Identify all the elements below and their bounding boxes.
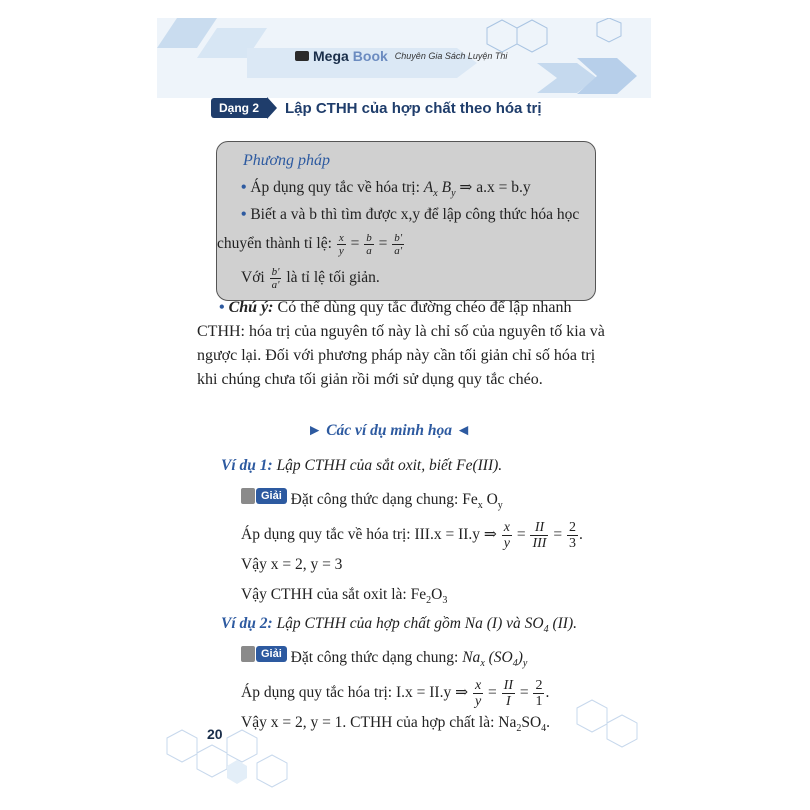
ratio-ii-i: $\frac{II}{I}$ <box>503 678 513 709</box>
example-2-text-tail: (II). <box>548 615 577 632</box>
iron-oxide-general-formula: $Fe_x$ $O_y$ <box>462 491 503 512</box>
example-2-step-3: Vậy x = 2, y = 1. CTHH của hợp chất là: $Na_2SO_4$. <box>241 714 551 735</box>
example-1-step-2: Áp dụng quy tắc về hóa trị: III.x = II.y ⇒ $\frac{x}{y}$ = $\frac{II}{\text{III}}$ = $\frac{2}{3}$ . <box>241 520 583 551</box>
solution-badge <box>241 488 287 504</box>
book-page <box>157 18 651 793</box>
method-line-3: chuyển thành tỉ lệ: $\frac{x}{y}$ = $\frac{b}{a}$ = $\frac{b'}{a'}$ <box>217 232 403 257</box>
brand-logo <box>295 48 507 64</box>
example-1-label: Ví dụ 1: <box>221 457 273 474</box>
example-2-label: Ví dụ 2: <box>221 615 273 632</box>
method-box <box>216 141 596 301</box>
footer-decoration <box>157 668 651 793</box>
method-line-2-text: Biết a và b thì tìm được x,y để lập công thức hóa học <box>250 206 580 223</box>
example-2-step-2-text: Áp dụng quy tắc hóa trị: I.x = II.y ⇒ <box>241 684 469 702</box>
method-line-1-text: Áp dụng quy tắc về hóa trị: <box>250 179 420 196</box>
example-1-step-3: Vậy x = 2, y = 3 <box>241 556 343 573</box>
valence-formula: $A_x$ $B_y$ <box>423 179 456 200</box>
example-1-step-2-text: Áp dụng quy tắc về hóa trị: III.x = II.y ⇒ <box>241 526 497 544</box>
ratio-x-y: $\frac{x}{y}$ <box>503 520 510 551</box>
ratio-2-3: $\frac{2}{3}$ <box>568 520 576 551</box>
example-1-step-4-text: Vậy CTHH của sắt oxit là: <box>241 586 407 603</box>
logo-icon <box>295 51 309 61</box>
solution-label: Giải <box>256 488 287 504</box>
ratio-2-1: $\frac{2}{1}$ <box>535 678 543 709</box>
book-icon <box>241 646 255 662</box>
page-number: 20 <box>207 726 223 742</box>
iron-oxide-formula: $Fe_2O_3$ <box>410 586 448 607</box>
method-line-3-text: chuyển thành tỉ lệ: <box>217 235 332 253</box>
example-1-step-1 <box>241 488 503 511</box>
examples-heading: ► Các ví dụ minh họa ◄ <box>307 422 472 439</box>
badge-arrow-icon <box>267 97 277 119</box>
method-line-4-text: Với <box>241 269 265 287</box>
ratio-fraction-3: $\frac{b'}{a'}$ <box>394 232 403 257</box>
example-2-step-1 <box>241 646 527 669</box>
example-1-text: Lập CTHH của sắt oxit, biết Fe(III). <box>272 457 503 474</box>
note-label: Chú ý: <box>228 299 274 316</box>
solution-label-2: Giải <box>256 646 287 662</box>
method-line-2: • Biết a và b thì tìm được x,y để lập công thức hóa học <box>241 206 580 223</box>
method-title: Phương pháp <box>243 152 331 169</box>
book-icon <box>241 488 255 504</box>
ratio-fraction-1: $\frac{x}{y}$ <box>338 232 344 257</box>
method-line-4-tail: là tỉ lệ tối giản. <box>286 269 380 287</box>
ratio-ii-iii: $\frac{II}{\text{III}}$ <box>532 520 547 551</box>
sodium-sulfate-formula: $Na_2SO_4$ <box>498 714 547 735</box>
section-title: Lập CTHH của hợp chất theo hóa trị <box>285 99 542 117</box>
reduced-ratio-fraction: $\frac{b'}{a'}$ <box>271 266 280 291</box>
note-text: Có thể dùng quy tắc đường chéo để lập nhanh CTHH: hóa trị của nguyên tố này là chỉ số của nguyên tố kia và ngược lại. Đối với phương pháp này cần tối giản chỉ số hóa trị khi chúng chưa tối giản rồi mới sử dụng quy tắc chéo. <box>197 299 605 388</box>
example-2-text: Lập CTHH của hợp chất gồm Na (I) và SO <box>272 615 544 632</box>
example-2-step-2: Áp dụng quy tắc hóa trị: I.x = II.y ⇒ $\frac{x}{y}$ = $\frac{II}{I}$ = $\frac{2}{1}$ . <box>241 678 550 709</box>
brand-sub: Book <box>352 48 388 64</box>
section-heading <box>211 97 542 119</box>
example-2-step-3-text: Vậy x = 2, y = 1. CTHH của hợp chất là: <box>241 714 495 731</box>
note-paragraph: • Chú ý: Có thể dùng quy tắc đường chéo để lập nhanh CTHH: hóa trị của nguyên tố này là chỉ số của nguyên tố kia và ngược lại. Đối với phương pháp này cần tối giản chỉ số hóa trị khi chúng chưa tối giản rồi mới sử dụng quy tắc chéo. <box>197 299 605 388</box>
example-2-title: Ví dụ 2: Lập CTHH của hợp chất gồm Na (I) và $SO_4$ (II). <box>221 615 577 636</box>
brand-tagline: Chuyên Gia Sách Luyện Thi <box>394 51 508 61</box>
ratio-x-y-2: $\frac{x}{y}$ <box>474 678 482 709</box>
ratio-fraction-2: $\frac{b}{a}$ <box>366 232 372 257</box>
method-line-4 <box>241 266 380 291</box>
example-1-step-4 <box>241 586 447 606</box>
solution-badge-2 <box>241 646 287 662</box>
brand-main: Mega <box>313 48 349 64</box>
section-badge: Dạng 2 <box>211 98 267 118</box>
method-line-1: • Áp dụng quy tắc về hóa trị: $A_x$ $B_y$ ⇒ a.x = b.y <box>241 179 531 200</box>
example-2-step-1-text: Đặt công thức dạng chung: <box>290 649 459 666</box>
sodium-sulfate-general-formula: $Na_x$ $(SO_4)_y$ <box>462 649 528 670</box>
example-1-title <box>221 457 502 475</box>
method-line-1-formula: ⇒ a.x = b.y <box>459 179 531 196</box>
example-1-step-1-text: Đặt công thức dạng chung: <box>290 491 459 508</box>
